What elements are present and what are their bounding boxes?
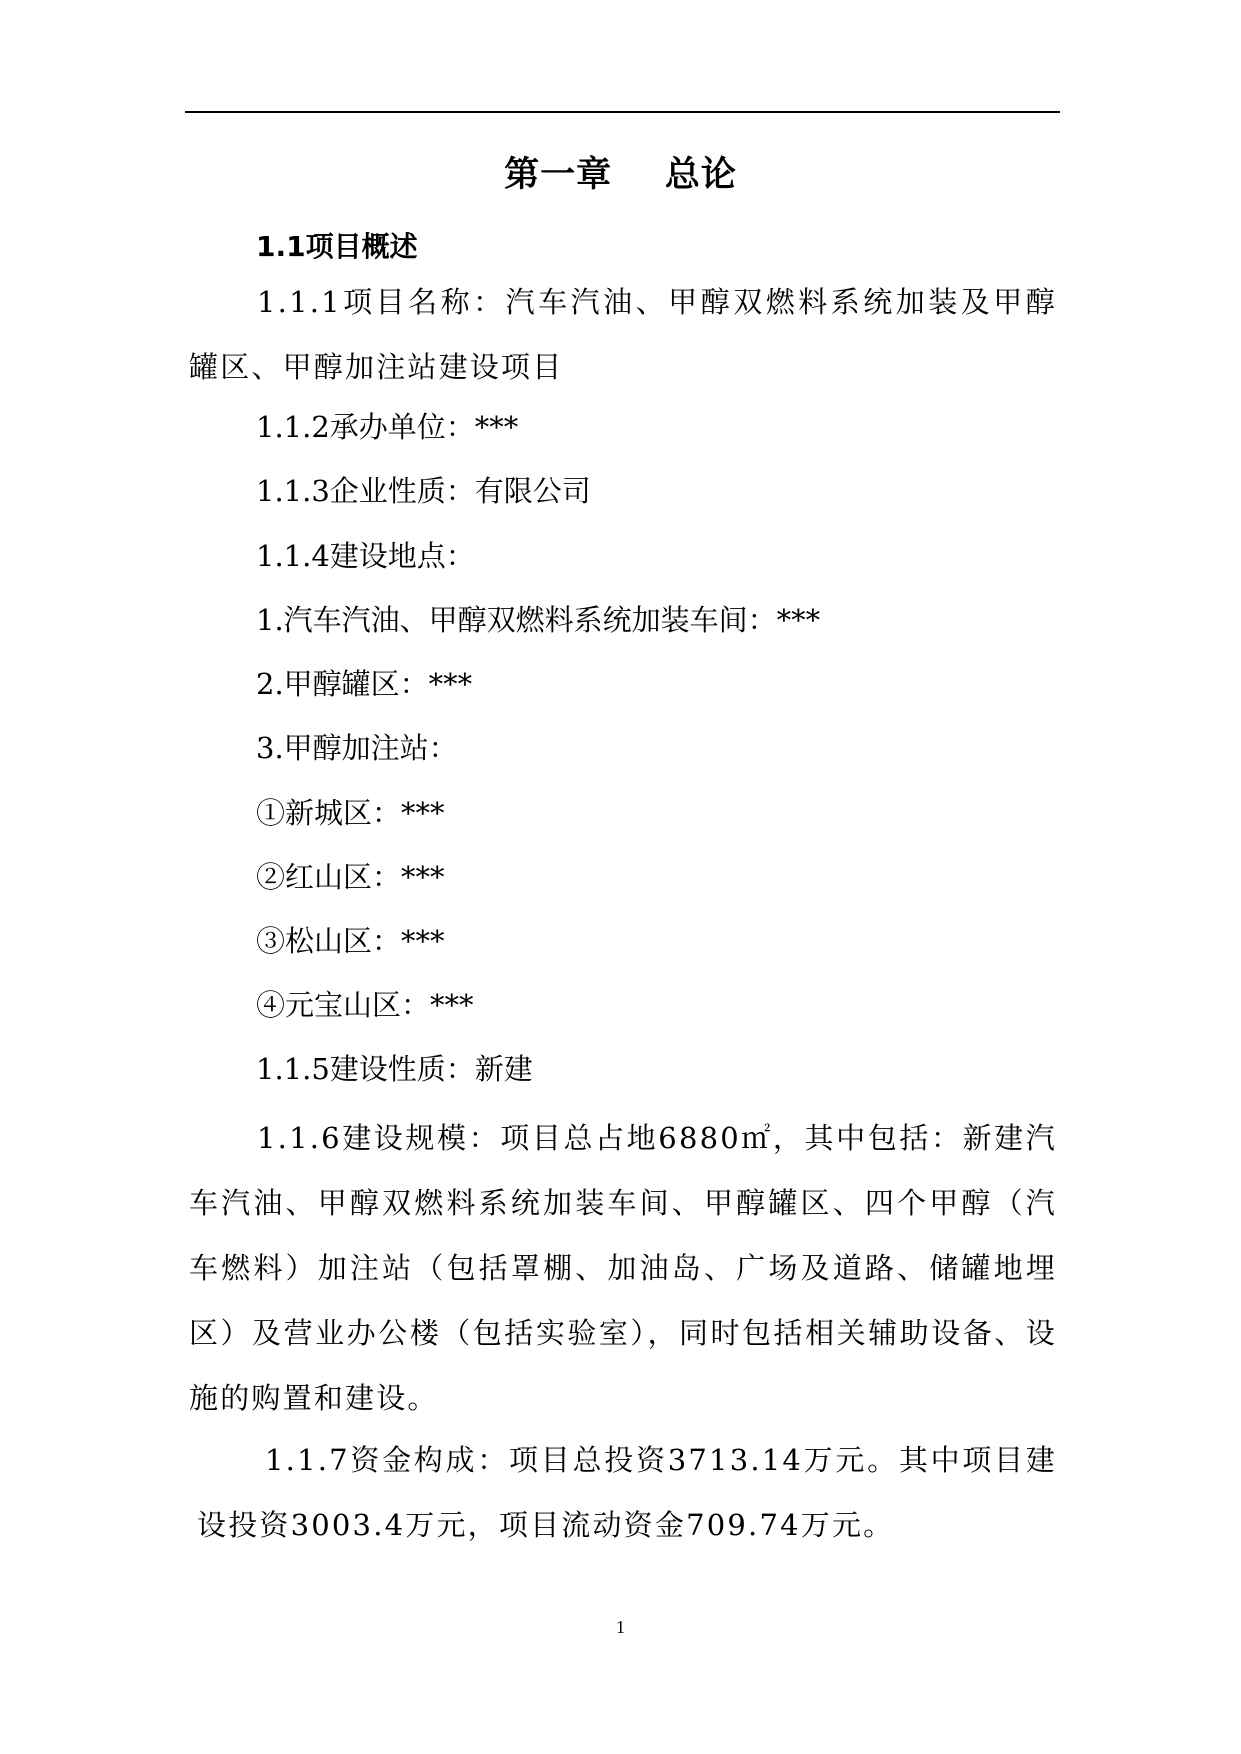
item-location-heading: 1.1.4建设地点： bbox=[256, 539, 475, 573]
item-organizer: 1.1.2承办单位：*** bbox=[256, 410, 519, 444]
item-nature: 1.1.5建设性质：新建 bbox=[256, 1052, 533, 1086]
item-project-name: 1.1.1项目名称：汽车汽油、甲醇双燃料系统加装及甲醇罐区、甲醇加注站建设项目 bbox=[189, 285, 1057, 384]
item-station-4: ④元宝山区：*** bbox=[256, 988, 474, 1022]
item-location-3: 3.甲醇加注站： bbox=[256, 731, 458, 765]
item-station-3: ③松山区：*** bbox=[256, 924, 445, 958]
item-funding: 1.1.7资金构成：项目总投资3713.14万元。其中项目建设投资3003.4万元，项目流动资金709.74万元。 bbox=[197, 1443, 1057, 1542]
item-station-2: ②红山区：*** bbox=[256, 860, 445, 894]
page-number: 1 bbox=[616, 1617, 625, 1637]
chapter-title: 第一章 总论 bbox=[504, 155, 737, 195]
header-rule bbox=[185, 111, 1060, 113]
item-location-2: 2.甲醇罐区：*** bbox=[256, 667, 473, 701]
item-station-1: ①新城区：*** bbox=[256, 796, 445, 830]
item-enterprise-type: 1.1.3企业性质：有限公司 bbox=[256, 474, 591, 508]
section-title: 1.1项目概述 bbox=[256, 230, 418, 263]
item-location-1: 1.汽车汽油、甲醇双燃料系统加装车间：*** bbox=[256, 603, 821, 637]
item-scale: 1.1.6建设规模：项目总占地6880㎡，其中包括：新建汽车汽油、甲醇双燃料系统加装车间、甲醇罐区、四个甲醇（汽车燃料）加注站（包括罩棚、加油岛、广场及道路、储罐地埋区）及营业办公楼（包括实验室），同时包括相关辅助设备、设施的购置和建设。 bbox=[189, 1121, 1057, 1415]
